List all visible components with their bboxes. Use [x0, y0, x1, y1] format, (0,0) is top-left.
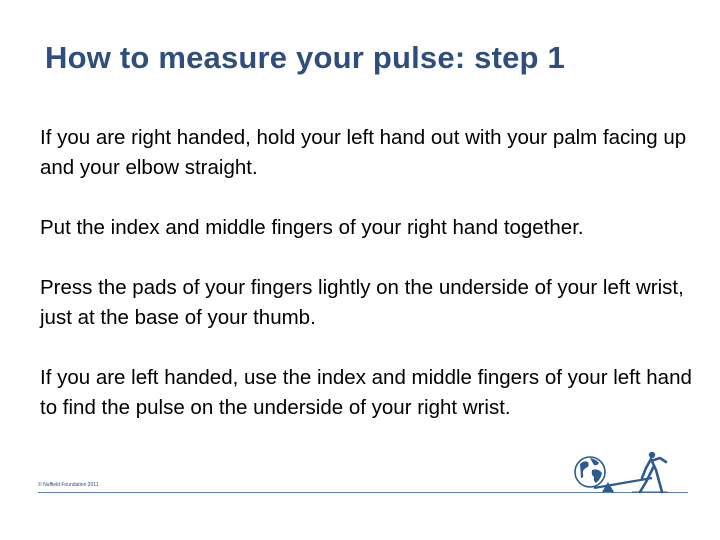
- copyright-text: © Nuffield Foundation 2011: [38, 482, 99, 488]
- paragraph-press-wrist: Press the pads of your fingers lightly on the underside of your left wrist, just at the base of your thumb.: [40, 276, 684, 329]
- paragraph-left-handed: If you are left handed, use the index and middle fingers of your left hand to find the pulse on the underside of your right wrist.: [40, 366, 692, 419]
- paragraph-right-handed: If you are right handed, hold your left hand out with your palm facing up and your elbow straight.: [40, 126, 687, 179]
- slide-title: How to measure your pulse: step 1: [45, 40, 565, 75]
- slide-body: [40, 123, 712, 453]
- globe-lever-figure-logo-icon: [572, 448, 672, 496]
- paragraph-fingers-together: Put the index and middle fingers of your right hand together.: [40, 216, 584, 239]
